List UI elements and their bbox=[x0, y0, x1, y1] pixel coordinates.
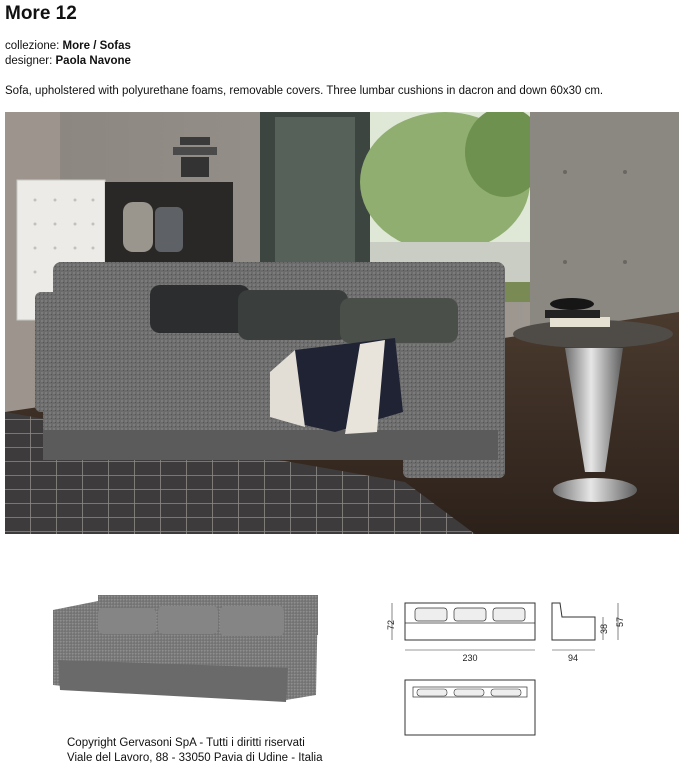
product-title: More 12 bbox=[5, 3, 77, 24]
designer-line bbox=[5, 55, 131, 67]
dim-seat-height: 38 bbox=[599, 623, 609, 635]
dim-width: 230 bbox=[462, 653, 478, 663]
product-description: Sofa, upholstered with polyurethane foams, removable covers. Three lumbar cushions in dacron and down 60x30 cm. bbox=[5, 85, 604, 97]
collection-label: collezione: bbox=[5, 40, 60, 52]
address-text: Viale del Lavoro, 88 - 33050 Pavia di Udine - Italia bbox=[67, 752, 323, 764]
collection-line bbox=[5, 40, 131, 52]
designer-label: designer: bbox=[5, 55, 53, 67]
product-photo bbox=[5, 112, 679, 534]
copyright-text: Copyright Gervasoni SpA - Tutti i diritti riservati bbox=[67, 737, 305, 749]
technical-drawings bbox=[380, 595, 640, 745]
designer-value: Paola Navone bbox=[55, 55, 131, 67]
sofa-render-image bbox=[48, 590, 323, 705]
dim-arm-height: 57 bbox=[615, 616, 625, 628]
collection-value: More / Sofas bbox=[62, 40, 131, 52]
dim-depth: 94 bbox=[567, 653, 579, 663]
dim-height-total: 72 bbox=[386, 619, 396, 631]
